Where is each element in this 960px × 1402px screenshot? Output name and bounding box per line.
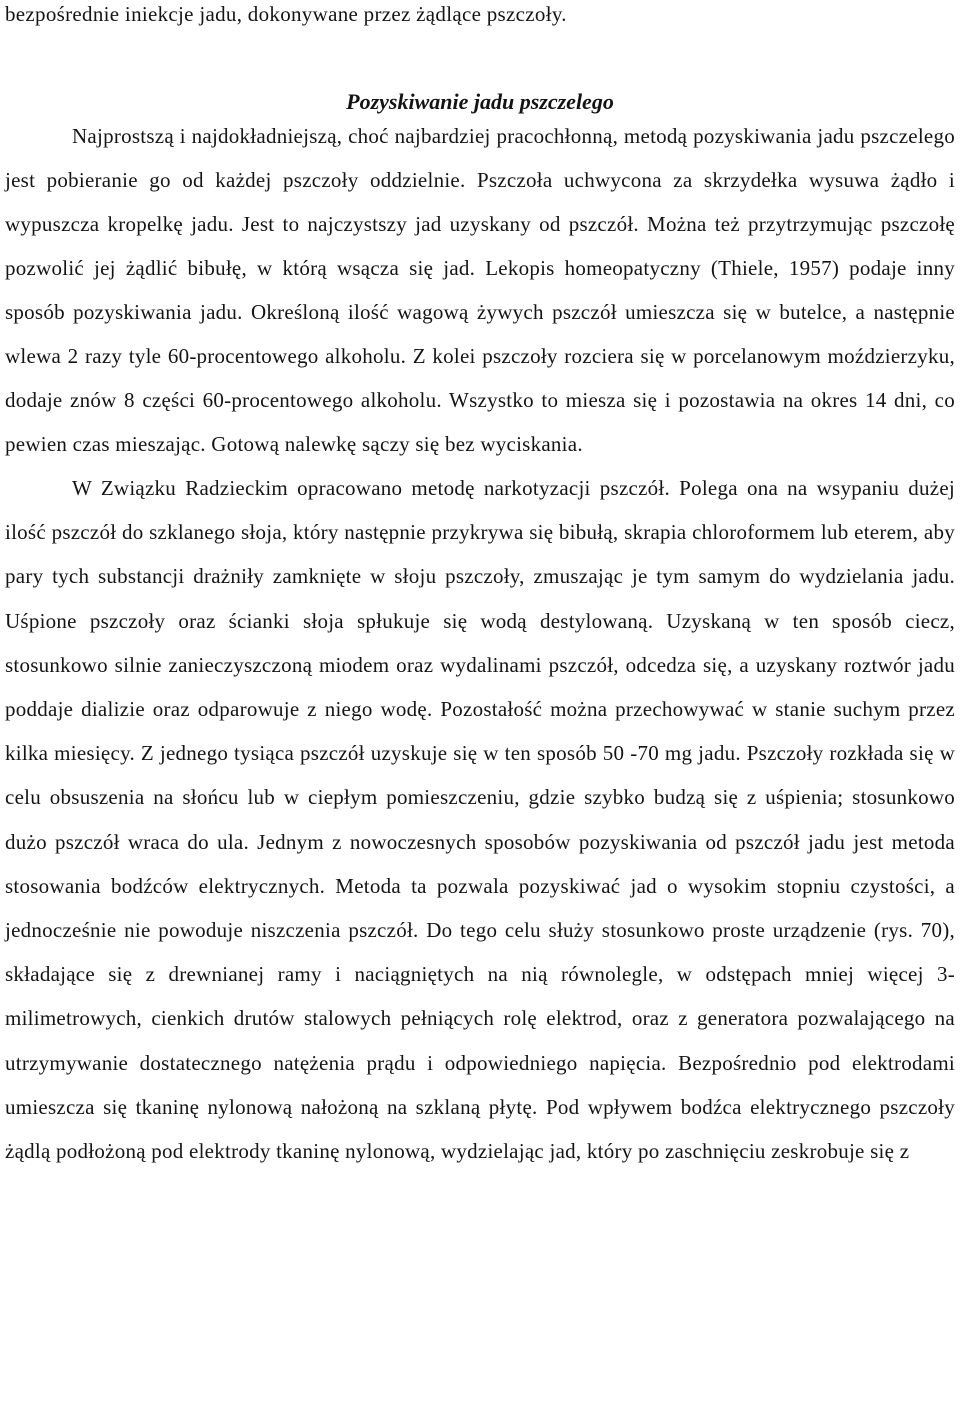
section-heading: Pozyskiwanie jadu pszczelego — [346, 89, 614, 114]
paragraph-1: Najprostszą i najdokładniejszą, choć najbardziej pracochłonną, metodą pozyskiwania jadu pszczelego jest pobieranie go od każdej pszczoły oddzielnie. Pszczoła uchwycona za skrzydełka wysuwa żądło i wypuszcza kropelkę jadu. Jest to najczystszy jad uzyskany od pszczół. Można też przytrzymując pszczołę pozwolić jej żądlić bibułę, w którą wsącza się jad. Lekopis homeopatyczny (Thiele, 1957) podaje inny sposób pozyskiwania jadu. Określoną ilość wagową żywych pszczół umieszcza się w butelce, a następnie wlewa 2 razy tyle 60-procentowego alkoholu. Z kolei pszczoły rozciera się w porcelanowym moździerzyku, dodaje znów 8 części 60-procentowego alkoholu. Wszystko to miesza się i pozostawia na okres 14 dni, co pewien czas mieszając. Gotową nalewkę sączy się bez wyciskania. — [5, 124, 955, 456]
paragraph-2: W Związku Radzieckim opracowano metodę narkotyzacji pszczół. Polega ona na wsypaniu dużej ilość pszczół do szklanego słoja, który następnie przykrywa się bibułą, skrapia chloroformem lub eterem, aby pary tych substancji drażniły zamknięte w słoju pszczoły, zmuszając je tym samym do wydzielania jadu. Uśpione pszczoły oraz ścianki słoja spłukuje się wodą destylowaną. Uzyskaną w ten sposób ciecz, stosunkowo silnie zanieczyszczoną miodem oraz wydalinami pszczół, odcedza się, a uzyskany roztwór jadu poddaje dializie oraz odparowuje z niego wodę. Pozostałość można przechowywać w stanie suchym przez kilka miesięcy. Z jednego tysiąca pszczół uzyskuje się w ten sposób 50 -70 mg jadu. Pszczoły rozkłada się w celu obsuszenia na słońcu lub w ciepłym pomieszczeniu, gdzie szybko budzą się z uśpienia; stosunkowo dużo pszczół wraca do ula. Jednym z nowoczesnych sposobów pozyskiwania od pszczół jadu jest metoda stosowania bodźców elektrycznych. Metoda ta pozwala pozyskiwać jad o wysokim stopniu czystości, a jednocześnie nie powoduje niszczenia pszczół. Do tego celu służy stosunkowo proste urządzenie (rys. 70), składające się z drewnianej ramy i naciągniętych na nią równolegle, w odstępach mniej więcej 3-milimetrowych, cienkich drutów stalowych pełniących rolę elektrod, oraz z generatora pozwalającego na utrzymywanie dostatecznego natężenia prądu i odpowiedniego napięcia. Bezpośrednio pod elektrodami umieszcza się tkaninę nylonową nałożoną na szklaną płytę. Pod wpływem bodźca elektrycznego pszczoły żądlą podłożoną pod elektrody tkaninę nylonową, wydzielając jad, który po zaschnięciu zeskrobuje się z — [5, 476, 955, 1164]
continuation-line: bezpośrednie iniekcje jadu, dokonywane przez żądlące pszczoły. — [5, 2, 567, 26]
document-page — [5, 0, 955, 1173]
